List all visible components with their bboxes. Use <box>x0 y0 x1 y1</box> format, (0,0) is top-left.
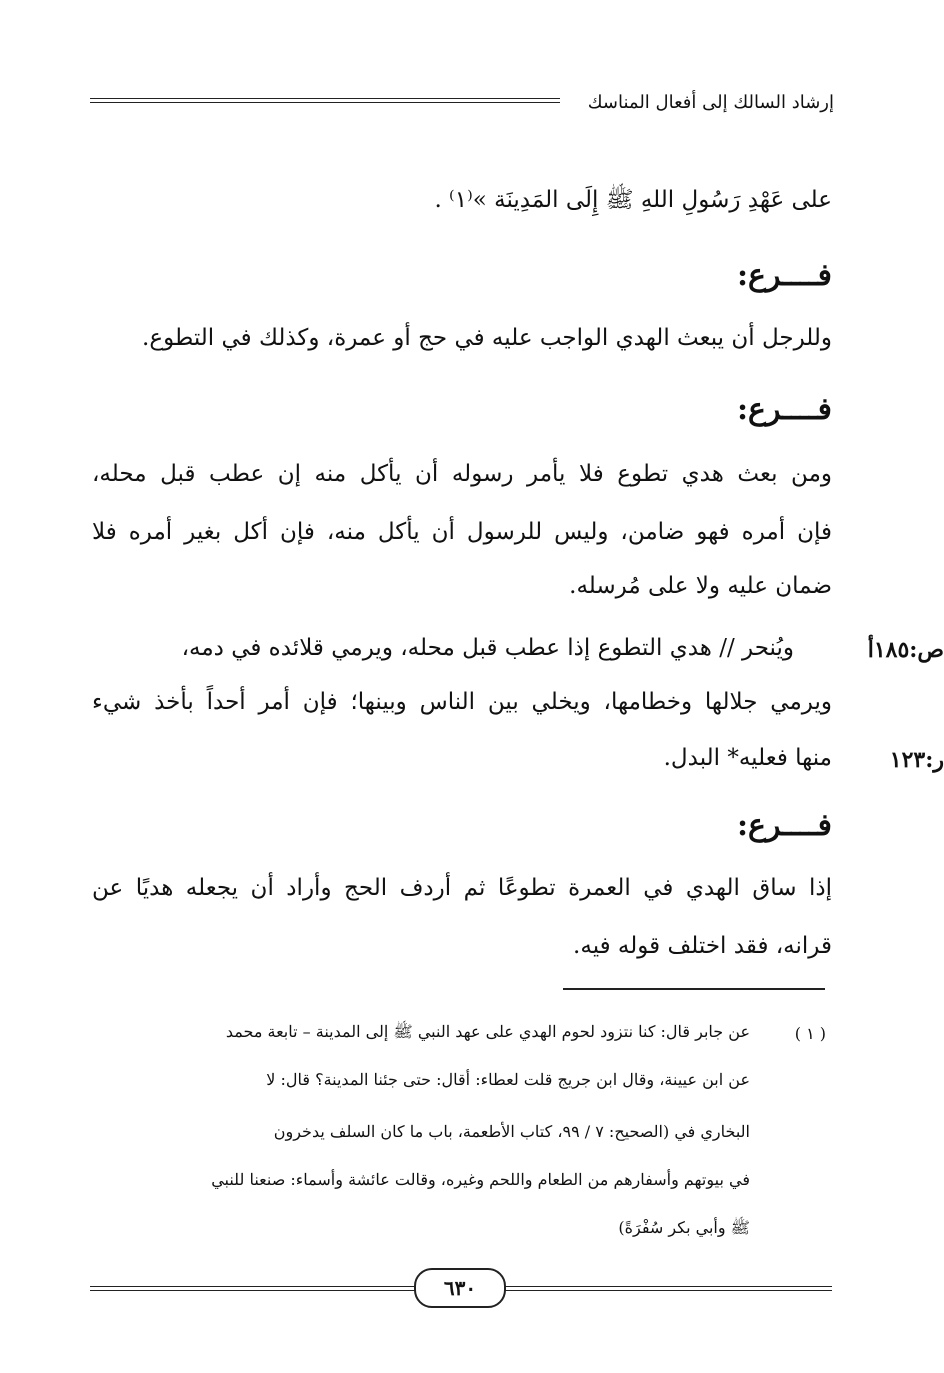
footnote-line-3: البخاري في (الصحيح: ٧ / ٩٩، كتاب الأطعمة، باب ما كان السلف يدخرون <box>273 1122 750 1141</box>
text-line-1: على عَهْدِ رَسُولِ اللهِ ﷺ إِلَى المَدِينَة »⁽١⁾ . <box>434 187 832 213</box>
page-number: ٦٣٠ <box>414 1268 506 1308</box>
margin-marker-2: ر:١٢٣ <box>889 747 944 773</box>
footnote-line-4: في بيوتهم وأسفارهم من الطعام واللحم وغيره، وقالت عائشة وأسماء: صنعنا للنبي <box>211 1170 750 1189</box>
header-rule <box>90 98 560 103</box>
paragraph-1: وللرجل أن يبعث الهدي الواجب عليه في حج أو عمرة، وكذلك في التطوع. <box>142 325 832 351</box>
footer-rule-right <box>502 1286 832 1291</box>
paragraph-3-line-1: ويُنحر // هدي التطوع إذا عطب قبل محله، ويرمي قلائده في دمه، <box>181 635 794 661</box>
section-heading-1: فــــرع: <box>736 258 832 293</box>
paragraph-2-line-2: فإن أمره فهو ضامن، وليس للرسول أن يأكل منه، فإن أكل بغير أمره فلا <box>92 519 832 545</box>
footnote-number: ( ١ ) <box>794 1024 826 1043</box>
paragraph-2-line-3: ضمان عليه ولا على مُرسله. <box>569 573 832 599</box>
section-heading-3: فــــرع: <box>736 808 832 843</box>
paragraph-4-line-1: إذا ساق الهدي في العمرة تطوعًا ثم أردف الحج وأراد أن يجعله هديًا عن <box>92 875 832 901</box>
paragraph-2-line-1: ومن بعث هدي تطوع فلا يأمر رسوله أن يأكل منه إن عطب قبل محله، <box>92 461 832 487</box>
running-header <box>90 88 834 118</box>
footnote-line-1: عن جابر قال: كنا نتزود لحوم الهدي على عهد النبي ﷺ إلى المدينة – تابعة محمد <box>225 1022 750 1041</box>
footer-rule-left <box>90 1286 416 1291</box>
header-title: إرشاد السالك إلى أفعال المناسك <box>587 92 834 113</box>
section-heading-2: فــــرع: <box>736 392 832 427</box>
footnote-line-2: عن ابن عيينة، وقال ابن جريج قلت لعطاء: أقال: حتى جئنا المدينة؟ قال: لا <box>266 1070 750 1089</box>
paragraph-4-line-2: قرانه، فقد اختلف قوله فيه. <box>573 933 832 959</box>
margin-marker-1: ص:١٨٥أ <box>867 637 944 663</box>
paragraph-3-line-2: ويرمي جلالها وخطامها، ويخلي بين الناس وبينها؛ فإن أمر أحداً بأخذ شيء <box>92 689 832 715</box>
footnote-line-5: ﷺ وأبي بكر سُفْرَةً) <box>618 1218 750 1237</box>
footnote-rule <box>563 988 825 990</box>
paragraph-3-line-3: منها فعليه* البدل. <box>663 745 832 771</box>
